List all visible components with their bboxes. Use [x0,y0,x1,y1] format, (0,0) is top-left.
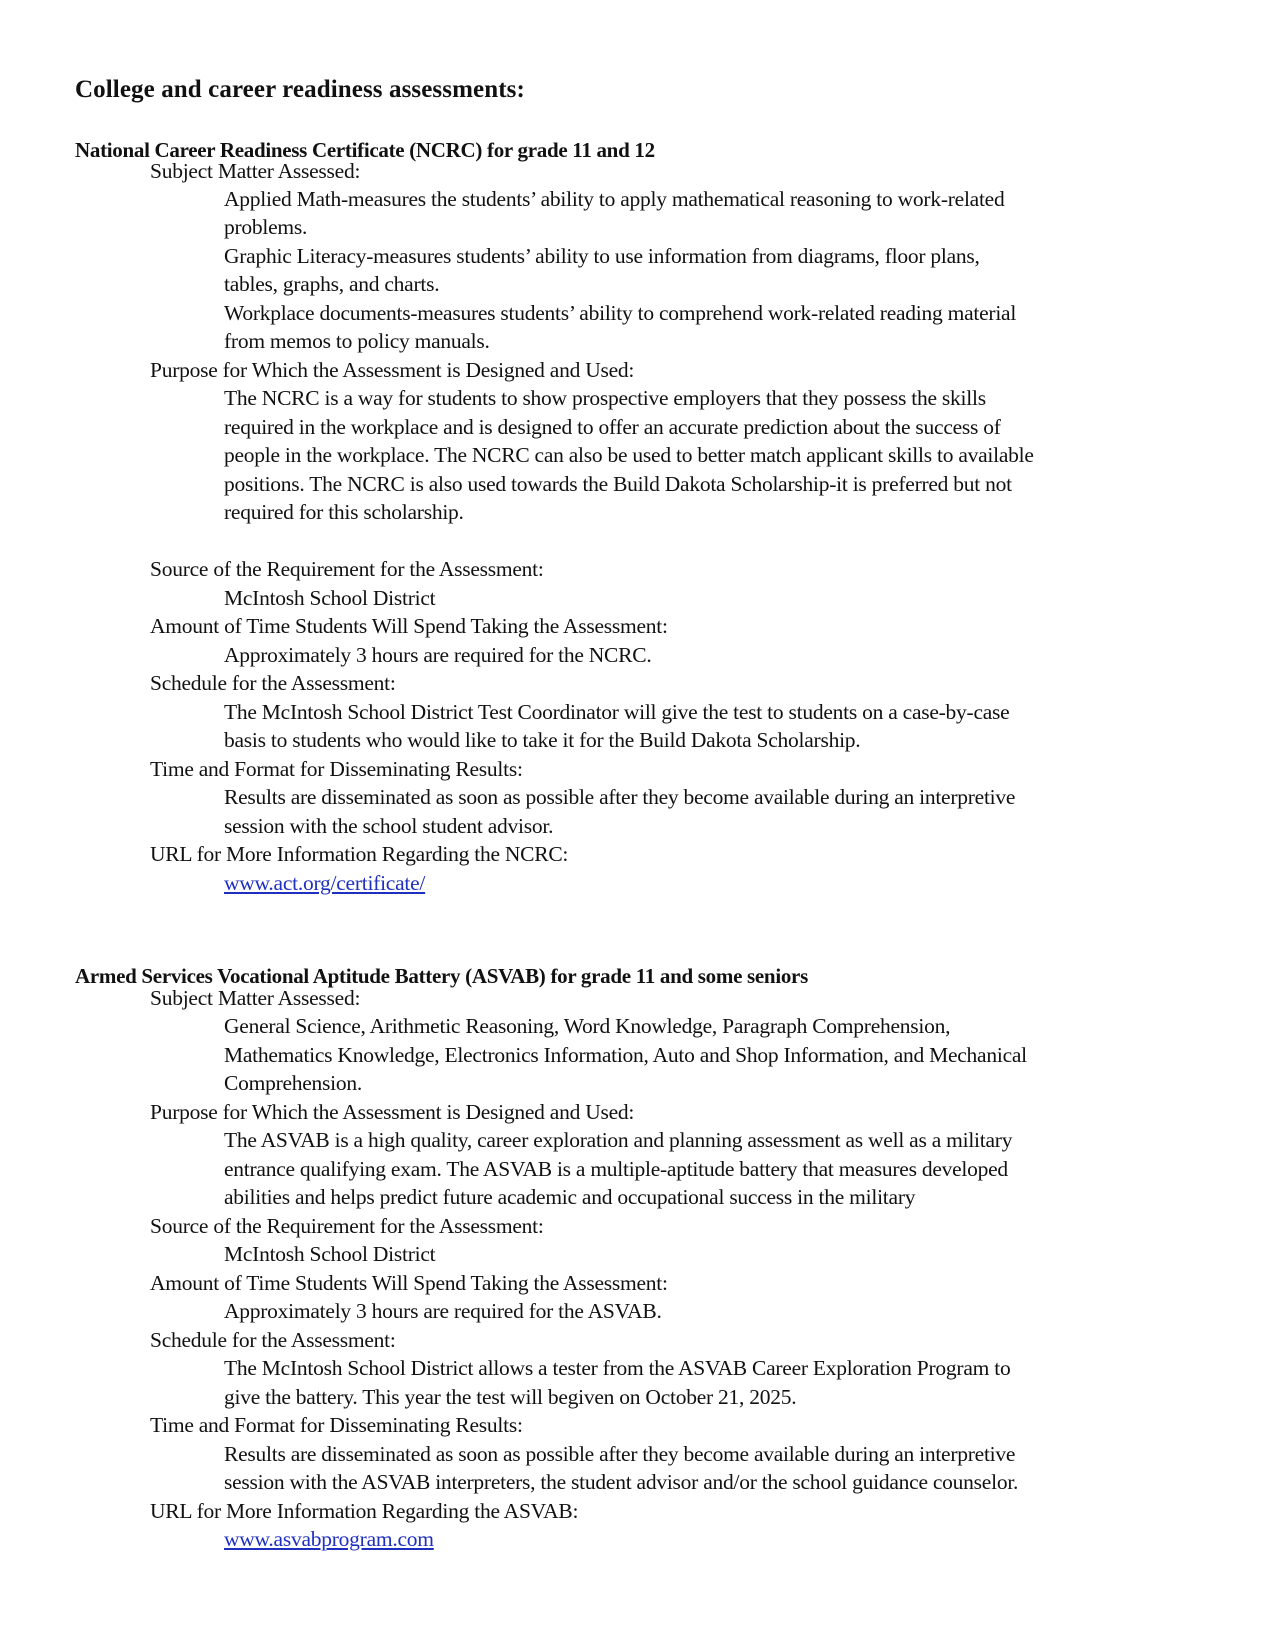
field-label-subject: Subject Matter Assessed: [150,159,361,183]
field-value-line: positions. The NCRC is also used towards the Build Dakota Scholarship-it is preferred but not [224,472,1012,496]
field-label-schedule: Schedule for the Assessment: [150,1328,396,1352]
field-value-line: McIntosh School District [224,586,436,610]
field-label-purpose: Purpose for Which the Assessment is Designed and Used: [150,1100,635,1124]
field-label-schedule: Schedule for the Assessment: [150,671,396,695]
field-value-line: from memos to policy manuals. [224,329,490,353]
section-heading: National Career Readiness Certificate (NCRC) for grade 11 and 12 [75,138,655,162]
field-value-line: The McIntosh School District Test Coordinator will give the test to students on a case-by-case [224,700,1010,724]
document-title: College and career readiness assessments: [75,76,525,103]
ncrc-url-line [224,869,425,897]
field-label-results: Time and Format for Disseminating Results: [150,757,523,781]
field-value-line: required in the workplace and is designed to offer an accurate prediction about the success of [224,415,1001,439]
field-value-line: people in the workplace. The NCRC can also be used to better match applicant skills to available [224,443,1034,467]
field-value-line: Results are disseminated as soon as possible after they become available during an interpretive [224,785,1016,809]
field-value-line: The ASVAB is a high quality, career exploration and planning assessment as well as a military [224,1128,1013,1152]
field-value-line: required for this scholarship. [224,500,464,524]
field-value-line: basis to students who would like to take it for the Build Dakota Scholarship. [224,728,861,752]
field-label-source: Source of the Requirement for the Assessment: [150,1214,544,1238]
field-value-line: The McIntosh School District allows a tester from the ASVAB Career Exploration Program to [224,1356,1011,1380]
field-value-line: session with the school student advisor. [224,814,554,838]
field-label-subject: Subject Matter Assessed: [150,986,361,1010]
field-value-line: entrance qualifying exam. The ASVAB is a multiple-aptitude battery that measures developed [224,1157,1008,1181]
field-value-line: The NCRC is a way for students to show prospective employers that they possess the skills [224,386,986,410]
field-value-line: Results are disseminated as soon as possible after they become available during an interpretive [224,1442,1016,1466]
field-value-line: Comprehension. [224,1071,363,1095]
field-label-source: Source of the Requirement for the Assessment: [150,557,544,581]
field-value-line: Approximately 3 hours are required for the ASVAB. [224,1299,662,1323]
field-value-line: Mathematics Knowledge, Electronics Information, Auto and Shop Information, and Mechanical [224,1043,1027,1067]
asvab-info-link[interactable]: www.asvabprogram.com [224,1527,434,1551]
field-value-line: General Science, Arithmetic Reasoning, Word Knowledge, Paragraph Comprehension, [224,1014,951,1038]
field-label-time: Amount of Time Students Will Spend Taking the Assessment: [150,1271,668,1295]
field-value-line: McIntosh School District [224,1242,436,1266]
field-label-results: Time and Format for Disseminating Results: [150,1413,523,1437]
field-value-line: session with the ASVAB interpreters, the student advisor and/or the school guidance counselor. [224,1470,1019,1494]
field-value-line: problems. [224,215,308,239]
field-value-line: tables, graphs, and charts. [224,272,440,296]
field-value-line: Approximately 3 hours are required for the NCRC. [224,643,652,667]
asvab-url-line [224,1525,434,1553]
ncrc-info-link[interactable]: www.act.org/certificate/ [224,871,426,895]
field-label-url: URL for More Information Regarding the ASVAB: [150,1499,579,1523]
field-value-line: Workplace documents-measures students’ ability to comprehend work-related reading material [224,301,1017,325]
section-heading: Armed Services Vocational Aptitude Battery (ASVAB) for grade 11 and some seniors [75,964,808,988]
field-value-line: Applied Math-measures the students’ ability to apply mathematical reasoning to work-related [224,187,1005,211]
field-label-time: Amount of Time Students Will Spend Taking the Assessment: [150,614,668,638]
field-label-url: URL for More Information Regarding the NCRC: [150,842,569,866]
field-value-line: Graphic Literacy-measures students’ ability to use information from diagrams, floor plans, [224,244,980,268]
field-value-line: abilities and helps predict future academic and occupational success in the military [224,1185,916,1209]
field-value-line: give the battery. This year the test will begiven on October 21, 2025. [224,1385,797,1409]
field-label-purpose: Purpose for Which the Assessment is Designed and Used: [150,358,635,382]
